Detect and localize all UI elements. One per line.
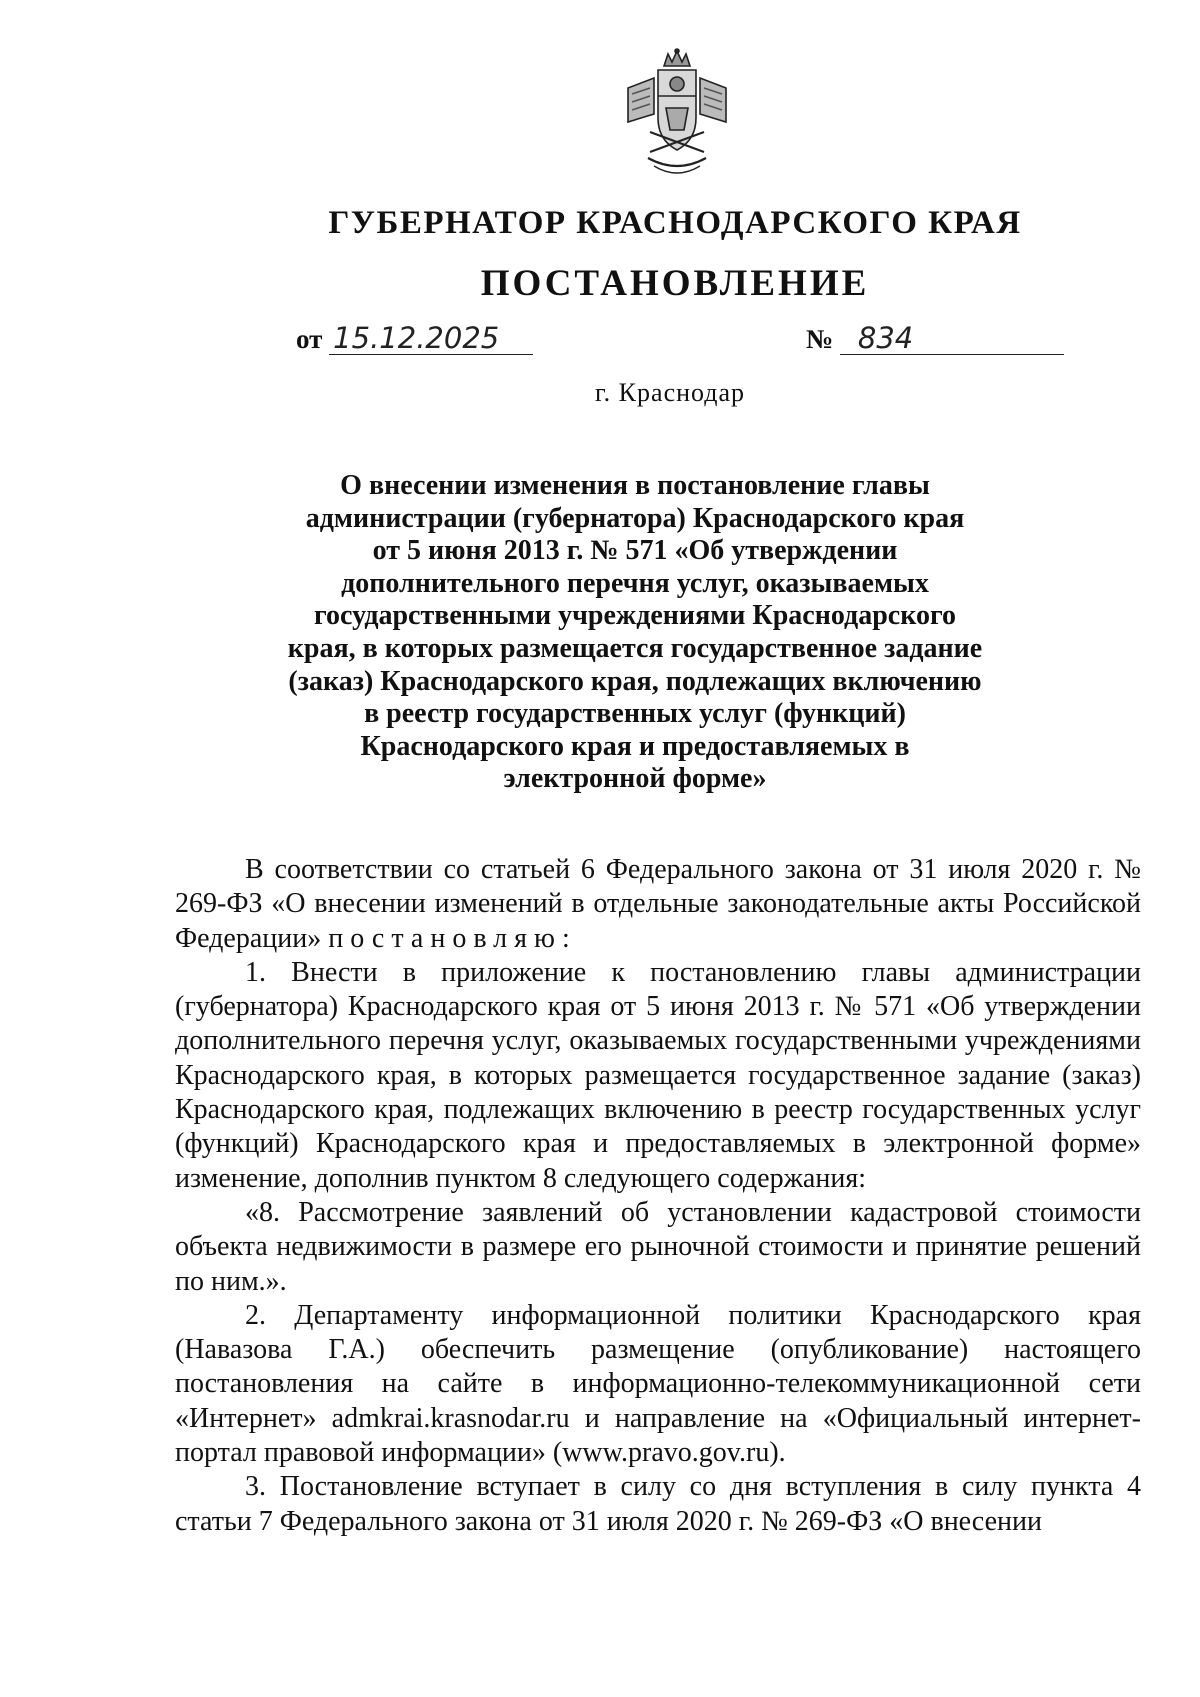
preamble-paragraph: [175, 853, 1141, 956]
date-prefix: от: [296, 324, 323, 354]
handwritten-number: 834: [840, 322, 1064, 355]
document-title: [270, 470, 1000, 796]
issuing-authority: ГУБЕРНАТОР КРАСНОДАРСКОГО КРАЯ: [328, 205, 1022, 241]
document-type-heading: ПОСТАНОВЛЕНИЕ: [480, 263, 870, 304]
title-line: электронной форме»: [503, 763, 767, 795]
title-line: от 5 июня 2013 г. № 571 «Об утверждении: [372, 535, 898, 567]
item-1-paragraph: 1. Внести в приложение к постановлению главы администрации (губернатора) Краснодарского края от 5 июня 2013 г. № 571 «Об утверждении дополнительного перечня услуг, оказываемых государственными учреждениями Краснодарского края, в которых размещается государственное задание (заказ) Краснодарского края, подлежащих включению в реестр государственных услуг (функций) Краснодарского края и предоставляемых в электронной форме» изменение, дополнив пунктом 8 следующего содержания:: [175, 956, 1141, 1194]
title-line: Краснодарского края и предоставляемых в: [360, 730, 910, 762]
document-number: [806, 322, 1064, 355]
title-line: государственными учреждениями Краснодарского: [314, 600, 956, 632]
title-line: края, в которых размещается государственное задание: [287, 632, 983, 664]
issue-city: г. Краснодар: [594, 378, 746, 407]
coat-of-arms-icon: [620, 48, 734, 180]
item-3-paragraph: 3. Постановление вступает в силу со дня вступления в силу пункта 4 статьи 7 Федерального закона от 31 июля 2020 г. № 269-ФЗ «О внесении: [175, 1471, 1141, 1537]
document-date: [296, 322, 533, 355]
preamble-text: В соответствии со статьей 6 Федерального закона от 31 июля 2020 г. № 269-ФЗ «О внесении изменений в отдельные законодательные акты Российской Федерации»: [175, 854, 1141, 954]
item-2-paragraph: 2. Департаменту информационной политики Краснодарского края (Навазова Г.А.) обеспечить размещение (опубликование) настоящего постановления на сайте в информационно-телекоммуникационной сети «Интернет» admkrai.krasnodar.ru и направление на «Официальный интернет-портал правовой информации» (www.pravo.gov.ru).: [175, 1299, 1141, 1469]
decree-word: постановляю:: [328, 922, 577, 954]
title-line: в реестр государственных услуг (функций): [364, 698, 906, 730]
title-line: администрации (губернатора) Краснодарского края: [305, 502, 965, 534]
title-line: дополнительного перечня услуг, оказываемых: [341, 567, 929, 599]
title-line: О внесении изменения в постановление главы: [340, 470, 930, 501]
title-line: (заказ) Краснодарского края, подлежащих включению: [288, 665, 982, 697]
number-prefix: №: [806, 324, 834, 354]
item-1-quote-paragraph: «8. Рассмотрение заявлений об установлении кадастровой стоимости объекта недвижимости в размере его рыночной стоимости и принятие решений по ним.».: [175, 1196, 1141, 1297]
document-body: [175, 853, 1141, 1539]
handwritten-date: 15.12.2025: [329, 322, 533, 355]
